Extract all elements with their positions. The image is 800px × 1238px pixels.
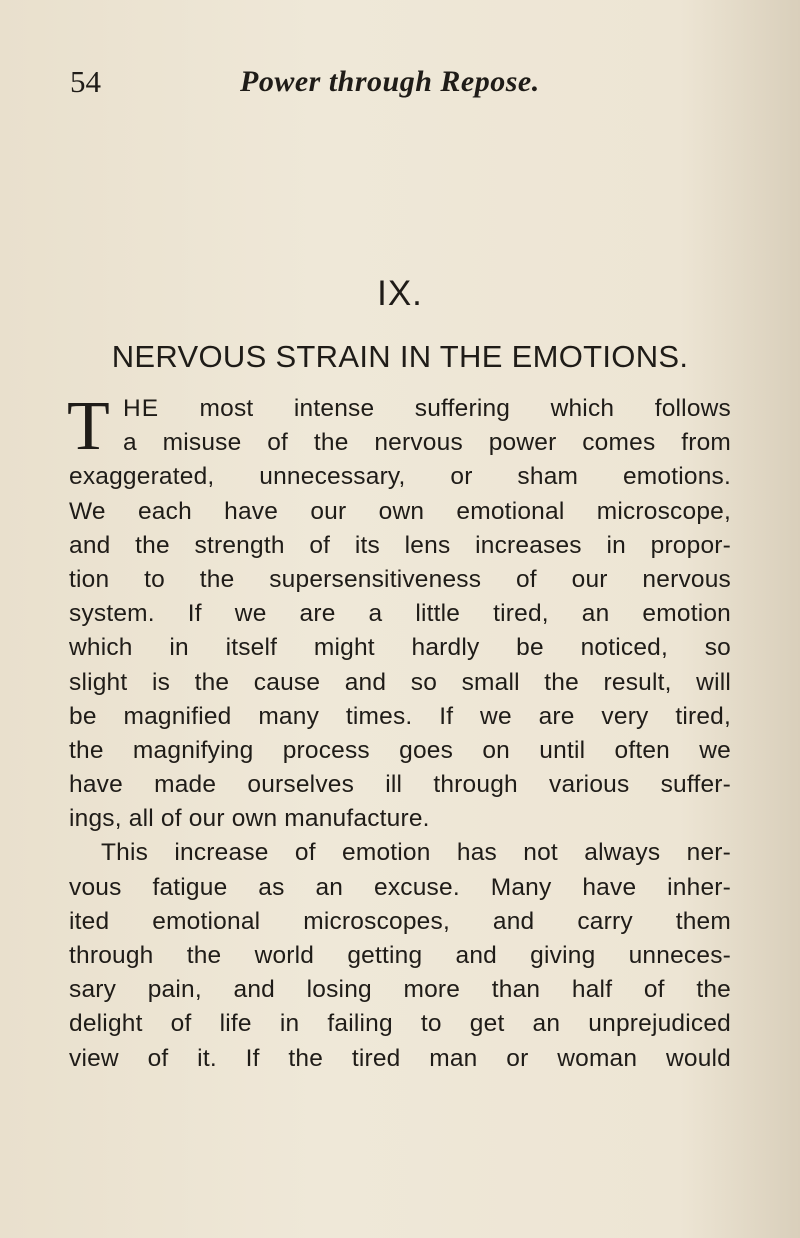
text-line: be magnified many times. If we are very tired, [69,702,731,730]
running-title: Power through Repose. [240,65,540,98]
first-word-caps: HE [123,395,160,422]
text-line: slight is the cause and so small the result, will [69,668,731,696]
text-line-content: most intense suffering which follows [199,395,731,422]
chapter-body [67,388,731,1076]
running-head [70,62,730,102]
text-line: system. If we are a little tired, an emotion [69,600,731,628]
page-number: 54 [70,64,101,99]
text-line: view of it. If the tired man or woman would [69,1044,731,1072]
chapter-number: IX. [377,274,423,313]
text-line: We each have our own emotional microscope, [69,497,731,525]
text-line: tion to the supersensitiveness of our nervous [69,565,731,593]
text-line: which in itself might hardly be noticed, so [69,634,731,662]
chapter-title: NERVOUS STRAIN IN THE EMOTIONS. [111,339,689,374]
drop-cap: T [67,388,110,465]
text-line: vous fatigue as an excuse. Many have inher- [69,873,731,901]
text-line: have made ourselves ill through various suffer- [69,771,731,799]
text-line: ited emotional microscopes, and carry them [69,907,731,935]
text-line: sary pain, and losing more than half of the [69,976,731,1004]
text-line: ings, all of our own manufacture. [69,805,430,833]
text-line: exaggerated, unnecessary, or sham emotions. [69,463,731,491]
text-line: This increase of emotion has not always ner- [101,839,731,867]
text-line: and the strength of its lens increases in propor- [69,531,731,559]
text-line: delight of life in failing to get an unprejudiced [69,1010,731,1038]
text-line [69,392,731,426]
text-line: through the world getting and giving unneces- [69,942,731,969]
text-line: the magnifying process goes on until often we [69,736,731,764]
text-line: a misuse of the nervous power comes from [123,429,731,457]
